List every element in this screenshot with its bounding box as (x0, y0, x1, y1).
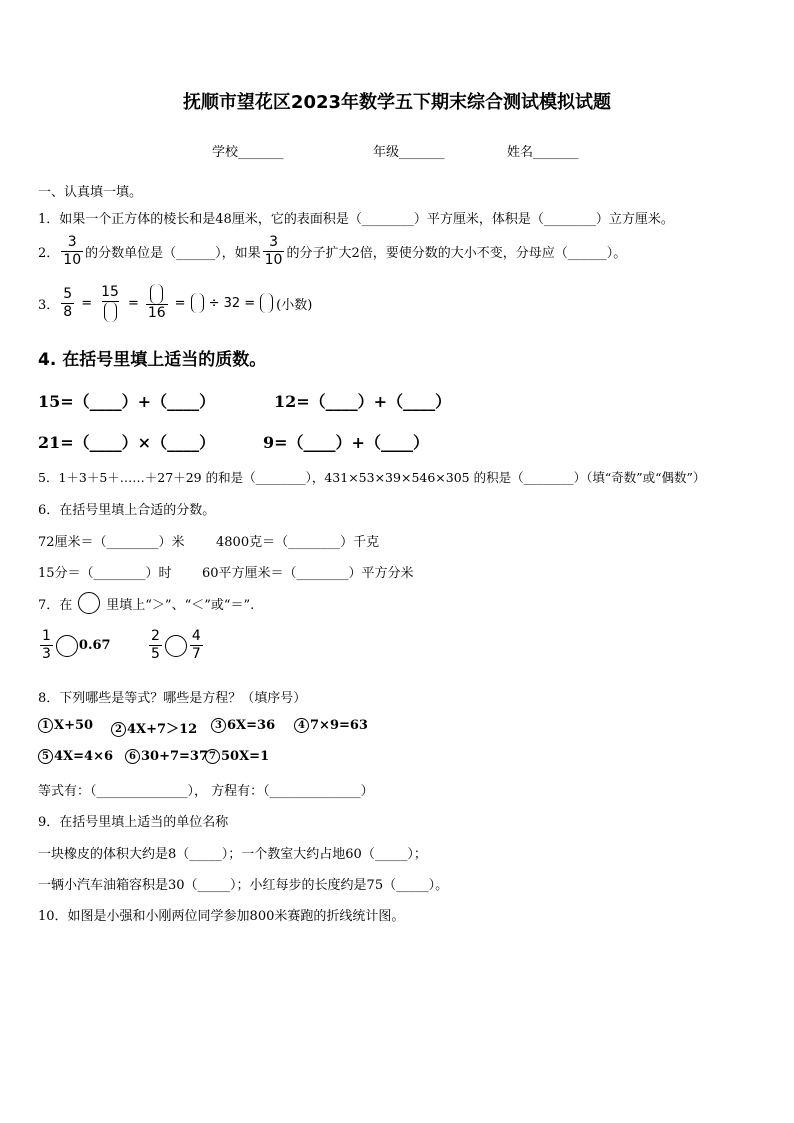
q7-frac-3 (190, 628, 203, 663)
q7-compare-2 (147, 628, 205, 663)
q7-post: 里填上“＞”、“＜”或“＝”. (106, 597, 255, 613)
q9-line-a: 一块橡皮的体积大约是8（_____）；一个教室大约占地60（_____）； (38, 847, 427, 862)
q7-frac-1 (40, 628, 53, 663)
circled-number: 3 (211, 718, 226, 733)
q8-expr: X+50 (54, 718, 94, 733)
q4-item-b: 12=（____）+（____） (274, 392, 452, 411)
q3-f2-num: 15 (101, 284, 119, 300)
grade-field: 年级_______ (373, 145, 445, 160)
q3-f1-num: 5 (63, 285, 73, 302)
q7-frac1-num: 1 (42, 628, 51, 644)
q2-text-2: 的分子扩大2倍，要使分数的大小不变，分母应（______）。 (286, 246, 627, 261)
q6-item-c: 15分＝（________）时 (38, 566, 172, 581)
q7-frac-2 (149, 628, 162, 663)
q9-line-b: 一辆小汽车油箱容积是30（_____）；小红每步的长度约是75（_____）。 (38, 878, 449, 893)
q8-item-6 (125, 749, 208, 764)
q3-fraction-3 (146, 284, 168, 322)
q4-item-c: 21=（____）×（____） (38, 433, 216, 452)
q3-fraction-1 (61, 286, 74, 321)
q3-divide: ÷ 32 = (208, 295, 256, 311)
q7-compare-1 (38, 628, 111, 663)
question-5: 5．1＋3＋5＋……＋27＋29 的和是（________），431×53×39×546×305 的积是（________）（填“奇数”或“偶数”） (38, 470, 706, 485)
bracket-blank (260, 293, 273, 313)
q3-f3-num-blank (148, 284, 165, 304)
q4-item-a: 15=（____）+（____） (38, 392, 216, 411)
section-heading: 一、认真填一填。 (38, 185, 143, 200)
q3-f3-den: 16 (147, 305, 166, 321)
bracket-blank (150, 284, 163, 304)
equals-sign: = (81, 295, 93, 311)
q8-answer-line: 等式有：（______________）， 方程有：（______________） (38, 784, 374, 799)
question-7 (38, 592, 254, 614)
q8-item-4 (294, 718, 368, 733)
q8-expr: 7×9=63 (310, 718, 368, 733)
circled-number: 5 (38, 749, 53, 764)
q8-item-2 (111, 718, 197, 737)
q8-item-5 (38, 749, 113, 764)
circled-number: 4 (294, 718, 309, 733)
question-9-title: 9．在括号里填上适当的单位名称 (38, 815, 229, 830)
question-6-title: 6．在括号里填上合适的分数。 (38, 503, 216, 518)
circled-number: 2 (111, 722, 126, 737)
q7-frac2-num: 2 (151, 628, 160, 644)
q2-number: 2． (38, 246, 60, 261)
q4-item-d: 9=（____）+（____） (263, 433, 429, 452)
circled-number: 6 (125, 749, 140, 764)
q7-pre: 7．在 (38, 597, 73, 613)
q8-expr: 50X=1 (221, 749, 270, 764)
q8-item-1 (38, 718, 93, 733)
compare-circle-icon (165, 635, 187, 657)
q7-frac2-den: 5 (151, 646, 160, 662)
q2-fraction-2 (263, 234, 285, 269)
circled-number: 7 (205, 749, 220, 764)
equals-sign: = (174, 295, 186, 311)
q8-item-7 (205, 749, 269, 764)
question-10: 10．如图是小强和小刚两位同学参加800米赛跑的折线统计图。 (38, 909, 405, 924)
question-8-title: 8．下列哪些是等式？哪些是方程？（填序号） (38, 691, 307, 706)
q8-expr: 6X=36 (227, 718, 276, 733)
q7-frac1-den: 3 (42, 646, 51, 662)
q6-item-a: 72厘米＝（________）米 (38, 535, 185, 550)
q7-frac3-den: 7 (191, 646, 201, 662)
q2-text-1: 的分数单位是（______），如果 (85, 246, 261, 261)
circle-icon (78, 592, 100, 614)
q3-tail: (小数) (276, 297, 313, 313)
name-field: 姓名_______ (507, 145, 579, 160)
q8-item-3 (211, 718, 275, 733)
question-4-title: 4. 在括号里填上适当的质数。 (38, 350, 267, 370)
q2-fraction-1 (61, 234, 83, 269)
q2-frac2-num: 3 (269, 234, 278, 250)
q3-f2-den-blank (102, 301, 119, 322)
q2-frac2-den: 10 (264, 252, 283, 268)
compare-circle-icon (56, 635, 78, 657)
q8-expr: 4X=4×6 (54, 749, 114, 764)
question-1: 1．如果一个正方体的棱长和是48厘米，它的表面积是（________）平方厘米，体积是（________）立方厘米。 (38, 212, 674, 227)
q8-expr: 4X+7＞12 (127, 722, 198, 737)
q2-frac1-den: 10 (63, 252, 82, 268)
q6-item-b: 4800克＝（________）千克 (216, 535, 380, 550)
bracket-blank (104, 302, 117, 322)
question-3 (38, 284, 312, 322)
q2-frac1-num: 3 (67, 234, 77, 250)
q7-frac3-num: 4 (191, 628, 201, 644)
question-2 (38, 234, 626, 269)
circled-number: 1 (38, 718, 53, 733)
q7-value: 0.67 (78, 638, 111, 653)
q8-expr: 30+7=37 (141, 749, 209, 764)
bracket-blank (191, 293, 204, 313)
equals-sign: = (127, 295, 139, 311)
school-field: 学校_______ (212, 145, 284, 160)
q3-number: 3． (38, 297, 60, 313)
q3-f1-den: 8 (63, 303, 73, 320)
page-title: 抚顺市望花区2023年数学五下期末综合测试模拟试题 (182, 92, 612, 113)
q3-fraction-2 (99, 284, 121, 322)
q6-item-d: 60平方厘米＝（________）平方分米 (202, 566, 414, 581)
